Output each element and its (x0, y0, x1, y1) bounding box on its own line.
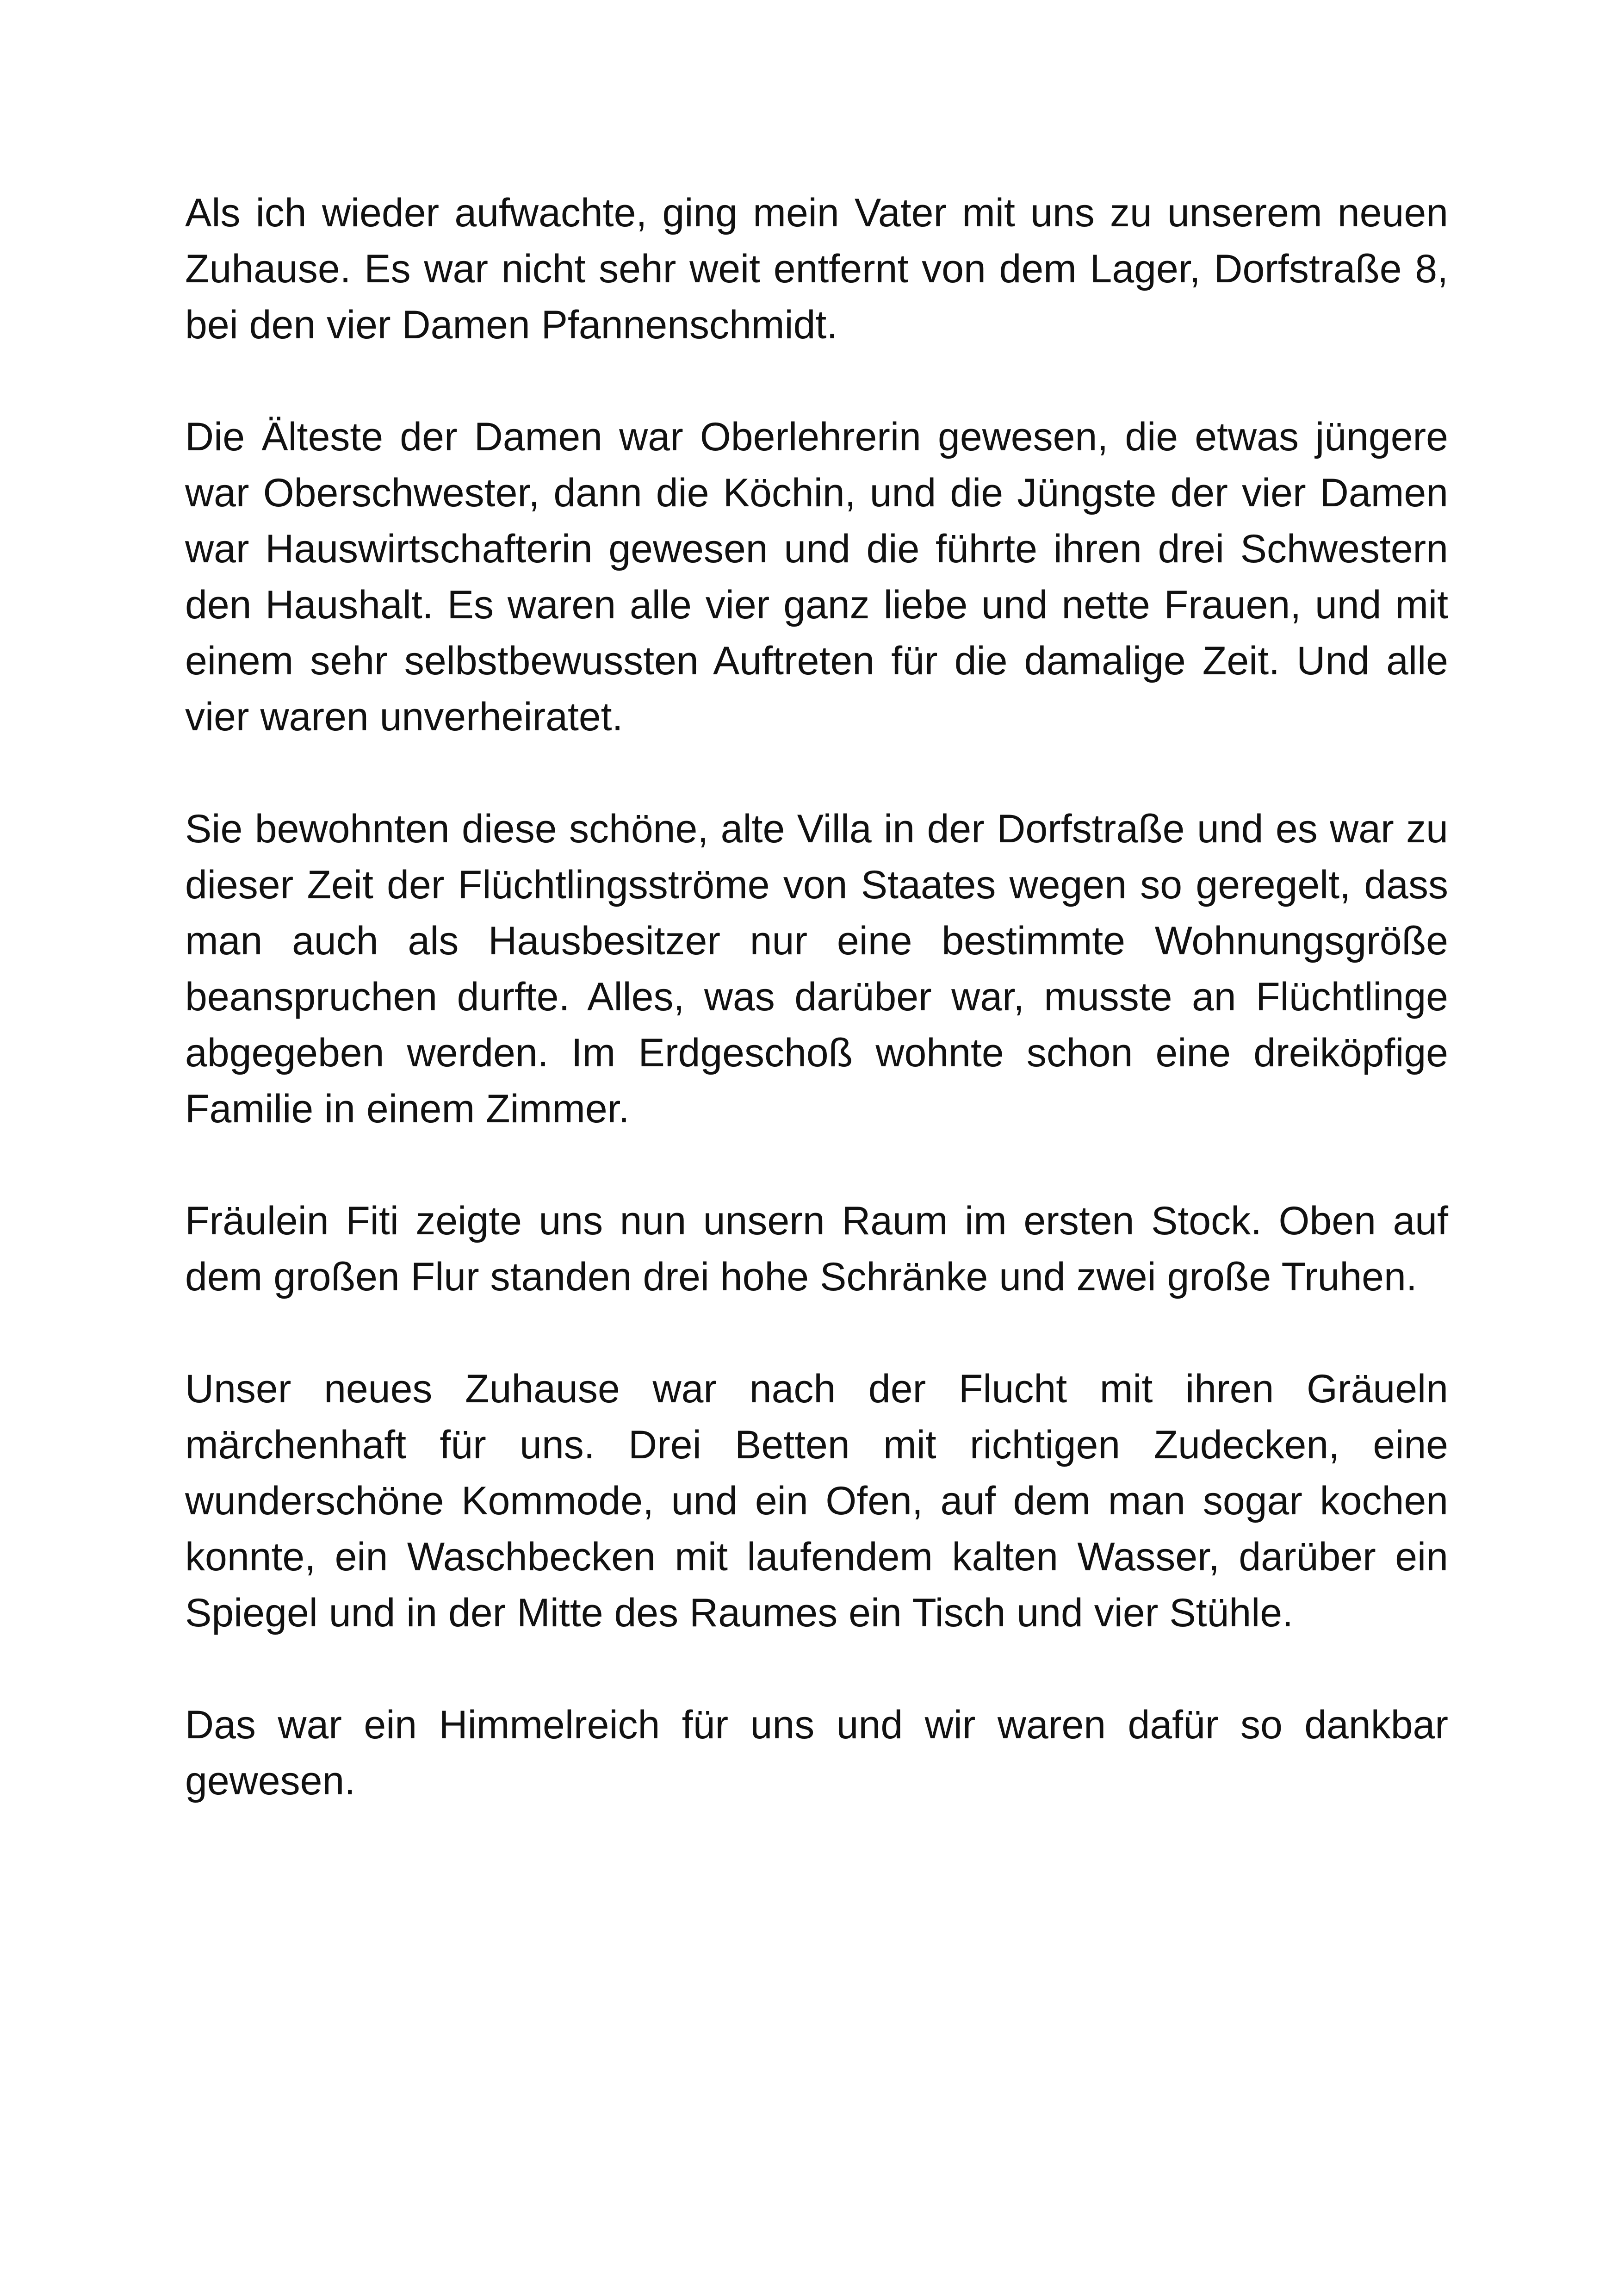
paragraph-6: Das war ein Himmelreich für uns und wir waren dafür so dankbar gewesen. (185, 1703, 1448, 1803)
paragraph-4: Fräulein Fiti zeigte uns nun unsern Raum im ersten Stock. Oben auf dem großen Flur standen drei hohe Schränke und zwei große Truhen. (185, 1199, 1448, 1299)
paragraph-1: Als ich wieder aufwachte, ging mein Vater mit uns zu unserem neuen Zuhause. Es war nicht sehr weit entfernt von dem Lager, Dorfstraße 8, bei den vier Damen Pfannenschmidt. (185, 191, 1448, 347)
paragraph-2: Die Älteste der Damen war Oberlehrerin gewesen, die etwas jüngere war Oberschwester, dann die Köchin, und die Jüngste der vier Damen war Hauswirtschafterin gewesen und die führte ihren drei Schwestern den Haushalt. Es waren alle vier ganz liebe und nette Frauen, und mit einem sehr selbstbewussten Auftreten für die damalige Zeit. Und alle vier waren unverheiratet. (185, 415, 1448, 739)
paragraph-5: Unser neues Zuhause war nach der Flucht mit ihren Gräueln märchenhaft für uns. Drei Betten mit richtigen Zudecken, eine wunderschöne Kommode, und ein Ofen, auf dem man sogar kochen konnte, ein Waschbecken mit laufendem kalten Wasser, darüber ein Spiegel und in der Mitte des Raumes ein Tisch und vier Stühle. (185, 1367, 1448, 1635)
document-body (185, 185, 1448, 1809)
paragraph-3: Sie bewohnten diese schöne, alte Villa in der Dorfstraße und es war zu dieser Zeit der Flüchtlingsströme von Staates wegen so geregelt, dass man auch als Hausbesitzer nur eine bestimmte Wohnungsgröße beanspruchen durfte. Alles, was darüber war, musste an Flüchtlinge abgegeben werden. Im Erdgeschoß wohnte schon eine dreiköpfige Familie in einem Zimmer. (185, 807, 1448, 1131)
